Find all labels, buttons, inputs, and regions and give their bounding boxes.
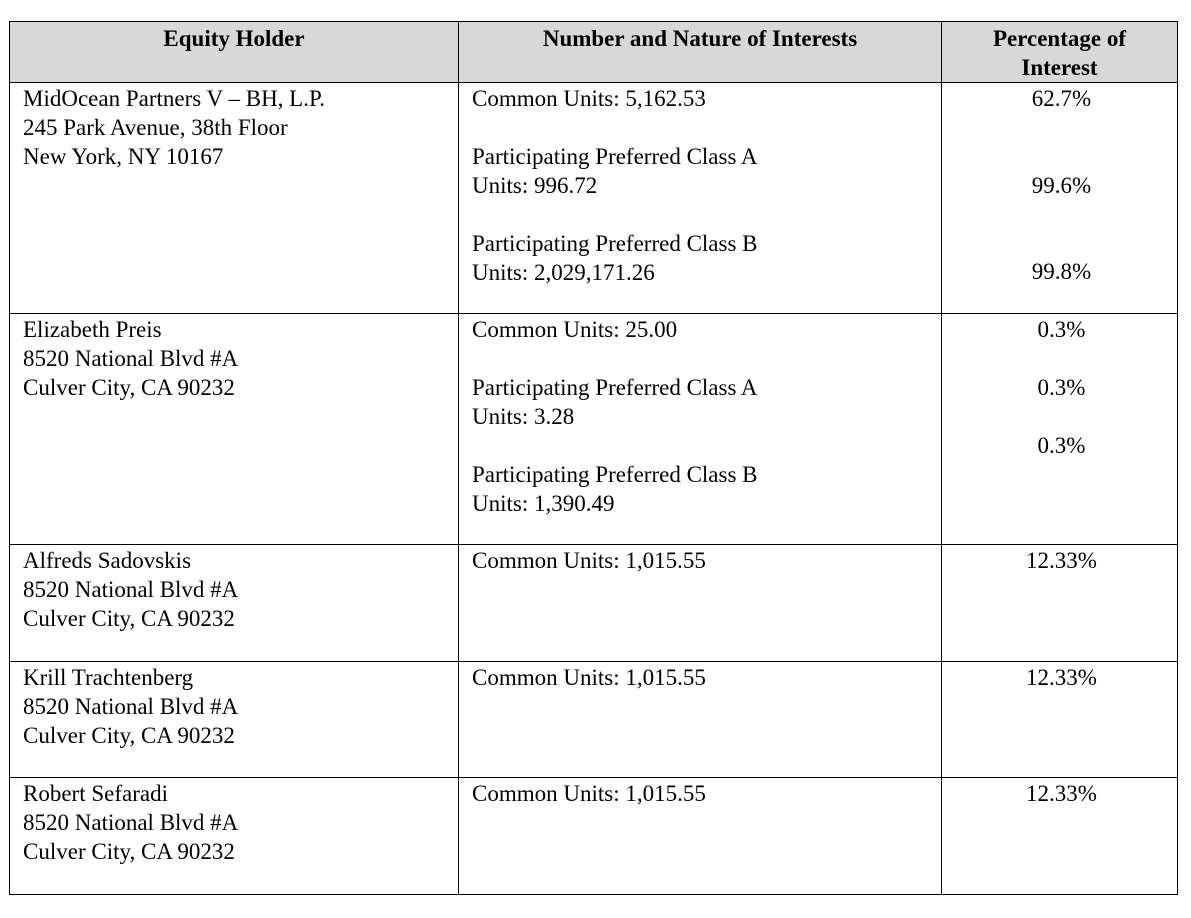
interest-line: Common Units: 1,015.55 bbox=[472, 781, 706, 806]
holder-city-line: Culver City, CA 90232 bbox=[23, 839, 235, 864]
holder-address-line: 245 Park Avenue, 38th Floor bbox=[23, 115, 288, 140]
interests-cell bbox=[459, 662, 942, 778]
holder-name: Alfreds Sadovskis bbox=[23, 548, 192, 573]
table-header bbox=[10, 22, 1178, 83]
interest-line: Common Units: 1,015.55 bbox=[472, 665, 706, 690]
table-body bbox=[10, 83, 1178, 895]
interest-line: Participating Preferred Class A bbox=[472, 144, 758, 169]
holder-address-line: 8520 National Blvd #A bbox=[23, 346, 239, 371]
table-row bbox=[10, 662, 1178, 778]
interest-entry bbox=[472, 779, 941, 808]
equity-holder-cell bbox=[10, 662, 459, 778]
interest-line: Common Units: 5,162.53 bbox=[472, 86, 706, 111]
interest-entry bbox=[472, 84, 941, 113]
holder-city-line: Culver City, CA 90232 bbox=[23, 723, 235, 748]
holder-address-line: 8520 National Blvd #A bbox=[23, 694, 239, 719]
equity-holder-cell bbox=[10, 545, 459, 662]
percentage-value: 0.3% bbox=[1037, 433, 1086, 458]
holder-name: Elizabeth Preis bbox=[23, 317, 162, 342]
interest-line: Participating Preferred Class B bbox=[472, 231, 758, 256]
table-row bbox=[10, 83, 1178, 314]
percentage-value: 12.33% bbox=[1026, 665, 1097, 690]
percentage-cell bbox=[942, 545, 1178, 662]
interest-entry bbox=[472, 373, 941, 431]
interest-line: Common Units: 25.00 bbox=[472, 317, 678, 342]
percentage-value: 99.8% bbox=[1031, 259, 1092, 284]
table-row bbox=[10, 778, 1178, 895]
interest-entry bbox=[472, 663, 941, 692]
table-row bbox=[10, 545, 1178, 662]
interests-cell bbox=[459, 778, 942, 895]
interest-entry bbox=[472, 315, 941, 344]
percentage-cell bbox=[942, 778, 1178, 895]
percentage-cell bbox=[942, 83, 1178, 314]
holder-name: Robert Sefaradi bbox=[23, 781, 168, 806]
percentage-value: 12.33% bbox=[1026, 781, 1097, 806]
header-number-nature-interests: Number and Nature of Interests bbox=[459, 22, 942, 83]
header-percentage-of-interest bbox=[942, 22, 1178, 83]
holder-name: Krill Trachtenberg bbox=[23, 665, 194, 690]
interests-cell bbox=[459, 545, 942, 662]
percentage-cell bbox=[942, 662, 1178, 778]
percentage-value: 0.3% bbox=[1037, 317, 1086, 342]
interest-line: Units: 2,029,171.26 bbox=[472, 260, 655, 285]
interest-line: Units: 3.28 bbox=[472, 404, 575, 429]
equity-holder-cell bbox=[10, 83, 459, 314]
equity-holder-cell bbox=[10, 778, 459, 895]
holder-city-line: Culver City, CA 90232 bbox=[23, 606, 235, 631]
percentage-value: 99.6% bbox=[1031, 173, 1092, 198]
equity-holder-cell bbox=[10, 314, 459, 545]
interest-entry bbox=[472, 142, 941, 200]
header-row bbox=[10, 22, 1178, 83]
percentage-value: 62.7% bbox=[1031, 86, 1092, 111]
interests-cell bbox=[459, 83, 942, 314]
interest-entry bbox=[472, 460, 941, 518]
interest-line: Units: 996.72 bbox=[472, 173, 598, 198]
interest-line: Common Units: 1,015.55 bbox=[472, 548, 706, 573]
table-row bbox=[10, 314, 1178, 545]
holder-city-line: Culver City, CA 90232 bbox=[23, 375, 235, 400]
interests-cell bbox=[459, 314, 942, 545]
interest-entry bbox=[472, 546, 941, 575]
holder-address-line: 8520 National Blvd #A bbox=[23, 577, 239, 602]
header-equity-holder: Equity Holder bbox=[10, 22, 459, 83]
holder-city-line: New York, NY 10167 bbox=[23, 144, 224, 169]
header-percentage-line-1: Percentage of bbox=[992, 26, 1127, 51]
percentage-cell bbox=[942, 314, 1178, 545]
header-percentage-line-2: Interest bbox=[1021, 55, 1098, 80]
equity-holders-table bbox=[9, 21, 1178, 895]
interest-line: Participating Preferred Class A bbox=[472, 375, 758, 400]
percentage-value: 12.33% bbox=[1026, 548, 1097, 573]
interest-line: Participating Preferred Class B bbox=[472, 462, 758, 487]
interest-line: Units: 1,390.49 bbox=[472, 491, 615, 516]
percentage-value: 0.3% bbox=[1037, 375, 1086, 400]
interest-entry bbox=[472, 229, 941, 287]
holder-name: MidOcean Partners V – BH, L.P. bbox=[23, 86, 325, 111]
holder-address-line: 8520 National Blvd #A bbox=[23, 810, 239, 835]
